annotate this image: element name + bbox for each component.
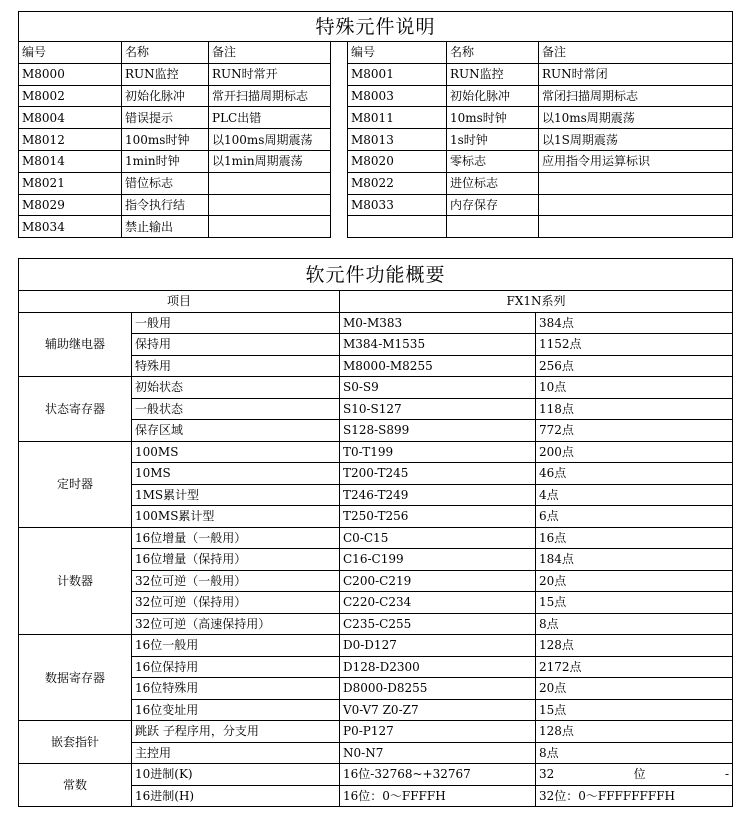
address-range-cell: T0-T199 [340,441,536,463]
count-cell: 32位：0～FFFFFFFFH [536,785,733,807]
special-cell: M8013 [348,129,447,151]
column-gap [331,150,348,172]
count-cell: 128点 [536,721,733,743]
column-gap [331,107,348,129]
column-gap [331,42,348,64]
address-range-cell: T246-T249 [340,484,536,506]
special-cell [539,216,733,238]
address-range-cell: M8000-M8255 [340,355,536,377]
special-cell: 以1S周期震荡 [539,129,733,151]
subtype-cell: 32位可逆（高速保持用） [132,613,340,635]
special-cell: 100ms时钟 [122,129,209,151]
header-series: FX1N系列 [340,291,733,313]
subtype-cell: 16位增量（一般用） [132,527,340,549]
special-cell: M8033 [348,194,447,216]
special-cell: M8012 [19,129,122,151]
subtype-cell: 主控用 [132,742,340,764]
special-cell: 错位标志 [122,172,209,194]
count-cell: 8点 [536,613,733,635]
special-table-title: 特殊元件说明 [19,12,733,42]
count-cell: 8点 [536,742,733,764]
special-cell [447,216,539,238]
special-cell: 进位标志 [447,172,539,194]
subtype-cell: 特殊用 [132,355,340,377]
address-range-cell: S0-S9 [340,377,536,399]
special-header-cell: 编号 [19,42,122,64]
category-cell: 嵌套指针 [19,721,132,764]
subtype-cell: 跳跃 子程序用，分支用 [132,721,340,743]
special-cell: M8021 [19,172,122,194]
special-elements-table [18,11,733,238]
subtype-cell: 一般用 [132,312,340,334]
special-title-row [19,12,733,42]
special-cell [209,216,331,238]
overview-row [19,377,733,399]
address-range-cell: P0-P127 [340,721,536,743]
count-cell: 384点 [536,312,733,334]
special-cell: M8011 [348,107,447,129]
special-cell: RUN监控 [447,63,539,85]
special-cell: 以100ms周期震荡 [209,129,331,151]
address-range-cell: C200-C219 [340,570,536,592]
overview-table-title: 软元件功能概要 [19,259,733,291]
count-cell: 10点 [536,377,733,399]
special-cell [539,194,733,216]
count-cell: 184点 [536,549,733,571]
special-cell: PLC出错 [209,107,331,129]
count-cell: 1152点 [536,334,733,356]
category-cell: 定时器 [19,441,132,527]
address-range-cell: C220-C234 [340,592,536,614]
overview-row [19,635,733,657]
special-header-row [19,42,733,64]
special-cell [209,194,331,216]
special-row [19,107,733,129]
special-cell: 初始化脉冲 [447,85,539,107]
special-cell: M8014 [19,150,122,172]
special-cell: 10ms时钟 [447,107,539,129]
address-range-cell: C16-C199 [340,549,536,571]
range-part: 位 [633,767,646,782]
special-cell: M8020 [348,150,447,172]
subtype-cell: 16位保持用 [132,656,340,678]
count-cell: 20点 [536,570,733,592]
count-cell: 128点 [536,635,733,657]
special-cell: M8002 [19,85,122,107]
device-overview-table [18,258,733,807]
subtype-cell: 保存区域 [132,420,340,442]
special-cell: RUN时常闭 [539,63,733,85]
special-row [19,150,733,172]
address-range-cell: M384-M1535 [340,334,536,356]
count-cell: 256点 [536,355,733,377]
overview-header-row [19,291,733,313]
special-cell: 以10ms周期震荡 [539,107,733,129]
special-cell: 常闭扫描周期标志 [539,85,733,107]
count-cell: 6点 [536,506,733,528]
special-header-cell: 备注 [209,42,331,64]
overview-row [19,721,733,743]
special-cell: 错误提示 [122,107,209,129]
overview-title-row [19,259,733,291]
special-cell: M8022 [348,172,447,194]
special-header-cell: 备注 [539,42,733,64]
count-cell: 15点 [536,592,733,614]
special-cell: M8003 [348,85,447,107]
column-gap [331,129,348,151]
subtype-cell: 16位变址用 [132,699,340,721]
header-item: 项目 [19,291,340,313]
address-range-cell: T200-T245 [340,463,536,485]
special-header-cell: 名称 [122,42,209,64]
column-gap [331,85,348,107]
subtype-cell: 16位特殊用 [132,678,340,700]
count-cell: 20点 [536,678,733,700]
range-part: 32 [539,767,555,782]
address-range-cell: S10-S127 [340,398,536,420]
special-cell: 指令执行结 [122,194,209,216]
special-cell: M8029 [19,194,122,216]
count-cell: 772点 [536,420,733,442]
special-header-cell: 名称 [447,42,539,64]
overview-row [19,312,733,334]
special-cell: 应用指令用运算标识 [539,150,733,172]
special-row [19,194,733,216]
subtype-cell: 10MS [132,463,340,485]
special-row [19,129,733,151]
address-range-cell: T250-T256 [340,506,536,528]
special-cell: 以1min周期震荡 [209,150,331,172]
address-range-cell: 16位：0～FFFFH [340,785,536,807]
special-cell: M8000 [19,63,122,85]
subtype-cell: 一般状态 [132,398,340,420]
category-cell: 常数 [19,764,132,807]
subtype-cell: 32位可逆（保持用） [132,592,340,614]
count-cell: 15点 [536,699,733,721]
range-32bit-cell [536,764,733,786]
address-range-cell: D128-D2300 [340,656,536,678]
special-cell: 1s时钟 [447,129,539,151]
subtype-cell: 100MS累计型 [132,506,340,528]
column-gap [331,216,348,238]
address-range-cell: N0-N7 [340,742,536,764]
special-header-cell: 编号 [348,42,447,64]
special-row [19,85,733,107]
count-cell: 46点 [536,463,733,485]
special-cell: 常开扫描周期标志 [209,85,331,107]
subtype-cell: 32位可逆（一般用） [132,570,340,592]
special-cell: M8034 [19,216,122,238]
special-cell: RUN时常开 [209,63,331,85]
address-range-cell: M0-M383 [340,312,536,334]
special-cell: RUN监控 [122,63,209,85]
category-cell: 辅助继电器 [19,312,132,377]
category-cell: 计数器 [19,527,132,635]
column-gap [331,172,348,194]
count-cell: 4点 [536,484,733,506]
column-gap [331,63,348,85]
address-range-cell: 16位-32768~+32767 [340,764,536,786]
subtype-cell: 初始状态 [132,377,340,399]
subtype-cell: 保持用 [132,334,340,356]
category-cell: 状态寄存器 [19,377,132,442]
special-row [19,63,733,85]
special-row [19,216,733,238]
overview-row [19,441,733,463]
category-cell: 数据寄存器 [19,635,132,721]
subtype-cell: 10进制(K) [132,764,340,786]
range-32bit-parts [539,767,729,781]
subtype-cell: 16进制(H) [132,785,340,807]
subtype-cell: 16位一般用 [132,635,340,657]
subtype-cell: 1MS累计型 [132,484,340,506]
special-cell [209,172,331,194]
count-cell: 200点 [536,441,733,463]
column-gap [331,194,348,216]
special-cell: 零标志 [447,150,539,172]
special-cell: 禁止输出 [122,216,209,238]
special-cell: 1min时钟 [122,150,209,172]
special-cell [539,172,733,194]
count-cell: 2172点 [536,656,733,678]
address-range-cell: S128-S899 [340,420,536,442]
address-range-cell: C0-C15 [340,527,536,549]
address-range-cell: D8000-D8255 [340,678,536,700]
special-row [19,172,733,194]
overview-row [19,527,733,549]
special-cell: M8004 [19,107,122,129]
special-cell: 内存保存 [447,194,539,216]
subtype-cell: 100MS [132,441,340,463]
address-range-cell: V0-V7 Z0-Z7 [340,699,536,721]
special-cell: 初始化脉冲 [122,85,209,107]
count-cell: 118点 [536,398,733,420]
overview-row [19,764,733,786]
special-cell [348,216,447,238]
range-part: - [724,767,730,782]
subtype-cell: 16位增量（保持用） [132,549,340,571]
special-cell: M8001 [348,63,447,85]
count-cell: 16点 [536,527,733,549]
address-range-cell: D0-D127 [340,635,536,657]
address-range-cell: C235-C255 [340,613,536,635]
